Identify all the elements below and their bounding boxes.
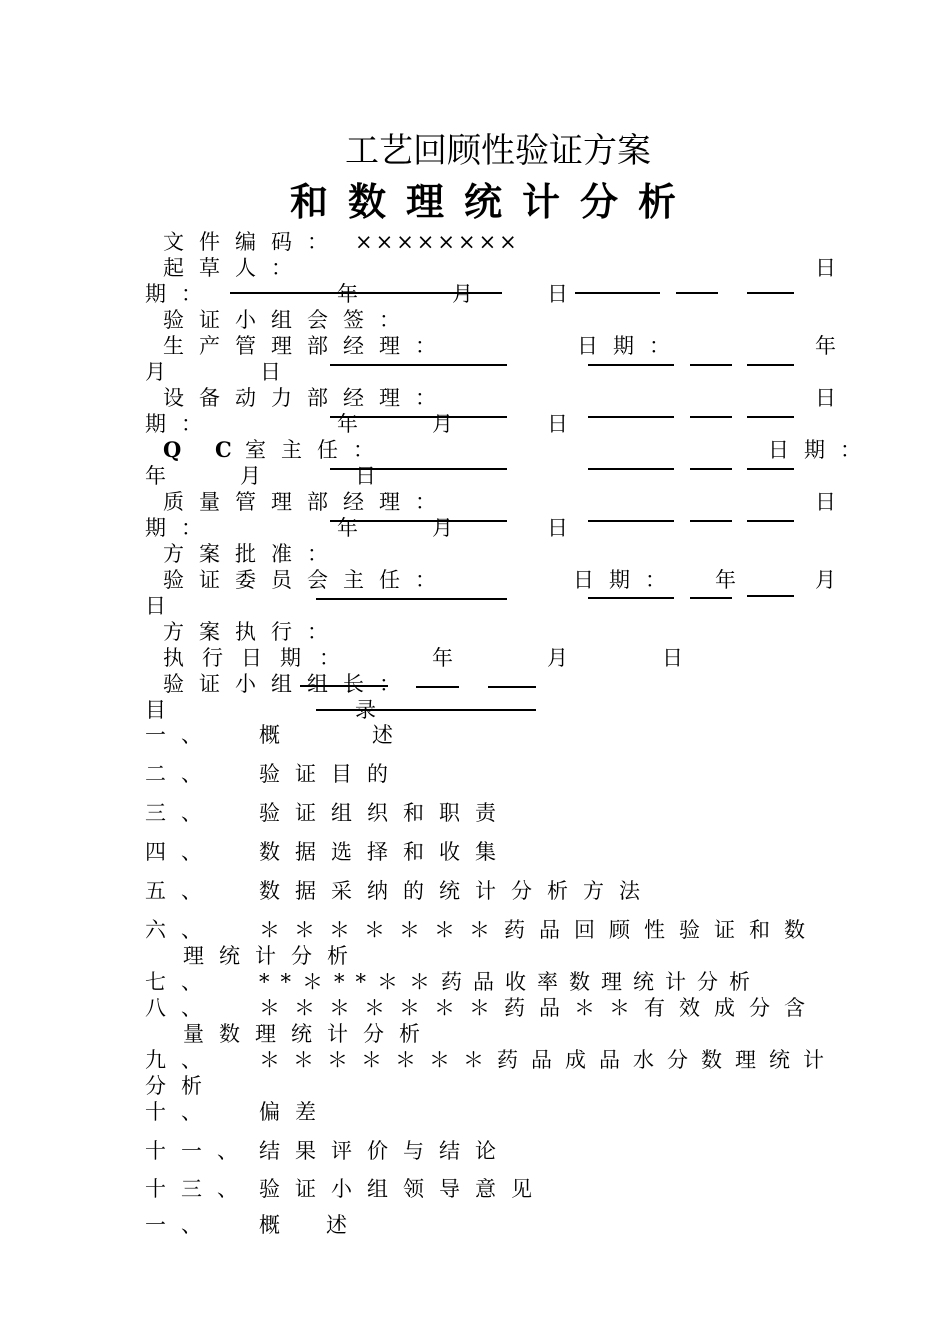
equipment-date-line-3	[747, 416, 794, 418]
equipment-ri-tail: 日	[815, 386, 836, 410]
quality-date-line-3	[747, 520, 794, 522]
document-subtitle: 和数理统计分析	[289, 179, 696, 224]
execution-nian: 年	[432, 646, 453, 670]
toc-item-12-text: 验证小组领导意见	[259, 1177, 547, 1201]
quality-label: 质量管理部经理：	[163, 490, 451, 514]
execution-yue: 月	[547, 646, 568, 670]
quality-date-line-2	[690, 520, 732, 522]
toc-item-6-num: 六、	[145, 918, 217, 942]
toc-item-7-text: **＊**＊＊药品收率数理统计分析	[259, 970, 761, 994]
production-signature-line	[330, 364, 507, 366]
production-nian: 年	[815, 334, 836, 358]
group-leader-line-1	[416, 686, 459, 688]
toc-item-7-num: 七、	[145, 970, 217, 994]
quality-qi: 期：	[145, 516, 217, 540]
toc-item-8-cont: 量数理统计分析	[183, 1022, 435, 1046]
doc-code-label: 文件编码：	[163, 230, 343, 254]
committee-signature-line	[316, 598, 507, 600]
toc-item-1-text: 概述	[259, 723, 485, 747]
contents-mu: 目	[145, 698, 166, 722]
equipment-label: 设备动力部经理：	[163, 386, 451, 410]
toc-item-9-text: ＊＊＊＊＊＊＊药品成品水分数理统计	[259, 1048, 837, 1072]
equipment-yue: 月	[432, 412, 453, 436]
committee-label: 验证委员会主任：	[163, 568, 451, 592]
toc-item-5-text: 数据采纳的统计分析方法	[259, 879, 655, 903]
toc-item-9-num: 九、	[145, 1048, 217, 1072]
qc-label: 室主任：	[245, 438, 389, 462]
execution-date-label: 执行日期：	[163, 646, 358, 670]
toc-item-11-num: 十一、	[145, 1139, 253, 1163]
toc-item-13-num: 一、	[145, 1213, 217, 1237]
qc-nian: 年	[145, 464, 166, 488]
drafter-date-line-1	[575, 292, 660, 294]
group-leader-line-3	[316, 709, 536, 711]
quality-signature-line	[330, 520, 507, 522]
toc-item-8-num: 八、	[145, 996, 217, 1020]
production-yue: 月	[145, 360, 166, 384]
group-leader-line-2	[488, 686, 536, 688]
toc-item-4-text: 数据选择和收集	[259, 840, 511, 864]
committee-date-line-1	[588, 597, 674, 599]
equipment-ri: 日	[547, 412, 568, 436]
quality-ri-tail: 日	[815, 490, 836, 514]
toc-item-12-num: 十三、	[145, 1177, 253, 1201]
drafter-signature-line	[230, 292, 502, 294]
qc-c: C	[215, 437, 232, 462]
committee-yue: 月	[815, 568, 836, 592]
toc-item-13-text: 概述	[259, 1213, 393, 1237]
execution-label: 方案执行：	[163, 620, 343, 644]
equipment-date-line-2	[690, 416, 732, 418]
drafter-date-line-2	[676, 292, 718, 294]
quality-yue: 月	[432, 516, 453, 540]
toc-item-3-text: 验证组织和职责	[259, 801, 511, 825]
toc-item-9-cont: 分析	[145, 1074, 217, 1098]
drafter-label: 起草人：	[163, 256, 307, 280]
toc-item-5-num: 五、	[145, 879, 217, 903]
contents-lu: 录	[355, 698, 376, 722]
qc-date-line-1	[588, 468, 674, 470]
production-date-line-3	[747, 364, 794, 366]
drafter-ri-tail: 日	[815, 256, 836, 280]
toc-item-2-text: 验证目的	[259, 762, 403, 786]
drafter-yue: 月	[452, 282, 473, 306]
equipment-signature-line	[330, 416, 507, 418]
toc-item-10-num: 十、	[145, 1100, 217, 1124]
quality-nian: 年	[337, 516, 358, 540]
toc-item-6-text: ＊＊＊＊＊＊＊药品回顾性验证和数	[259, 918, 819, 942]
group-sign-label: 验证小组会签：	[163, 308, 415, 332]
production-date-label: 日期：	[577, 334, 685, 358]
qc-date-line-2	[690, 468, 732, 470]
qc-date-line-3	[747, 468, 794, 470]
toc-item-6-cont: 理统计分析	[183, 944, 363, 968]
committee-date-line-2	[690, 597, 732, 599]
group-leader-label: 验证小组组长：	[163, 672, 415, 696]
committee-ri: 日	[145, 594, 166, 618]
group-leader-strike-line	[300, 685, 388, 687]
toc-item-11-text: 结果评价与结论	[259, 1139, 511, 1163]
production-label: 生产管理部经理：	[163, 334, 451, 358]
drafter-ri: 日	[547, 282, 568, 306]
qc-signature-line	[330, 468, 507, 470]
qc-ri: 日	[355, 464, 376, 488]
equipment-qi: 期：	[145, 412, 217, 436]
quality-ri: 日	[547, 516, 568, 540]
document-title: 工艺回顾性验证方案	[345, 131, 651, 171]
quality-date-line-1	[588, 520, 674, 522]
doc-code-value: ××××××××	[355, 230, 520, 254]
equipment-date-line-1	[588, 416, 674, 418]
committee-nian: 年	[715, 568, 736, 592]
qc-yue: 月	[240, 464, 261, 488]
qc-q: Q	[163, 437, 182, 462]
qc-date-label: 日期：	[768, 438, 876, 462]
toc-item-3-num: 三、	[145, 801, 217, 825]
production-date-line-1	[588, 364, 674, 366]
drafter-date-line-3	[747, 292, 794, 294]
committee-date-label: 日期：	[573, 568, 681, 592]
production-ri: 日	[260, 360, 281, 384]
equipment-nian: 年	[337, 412, 358, 436]
execution-ri: 日	[662, 646, 683, 670]
drafter-qi: 期：	[145, 282, 217, 306]
toc-item-2-num: 二、	[145, 762, 217, 786]
toc-item-10-text: 偏差	[259, 1100, 331, 1124]
committee-date-line-3	[747, 595, 794, 597]
approval-label: 方案批准：	[163, 542, 343, 566]
toc-item-1-num: 一、	[145, 723, 217, 747]
toc-item-8-text: ＊＊＊＊＊＊＊药品＊＊有效成分含	[259, 996, 819, 1020]
production-date-line-2	[690, 364, 732, 366]
toc-item-4-num: 四、	[145, 840, 217, 864]
drafter-nian: 年	[337, 282, 358, 306]
